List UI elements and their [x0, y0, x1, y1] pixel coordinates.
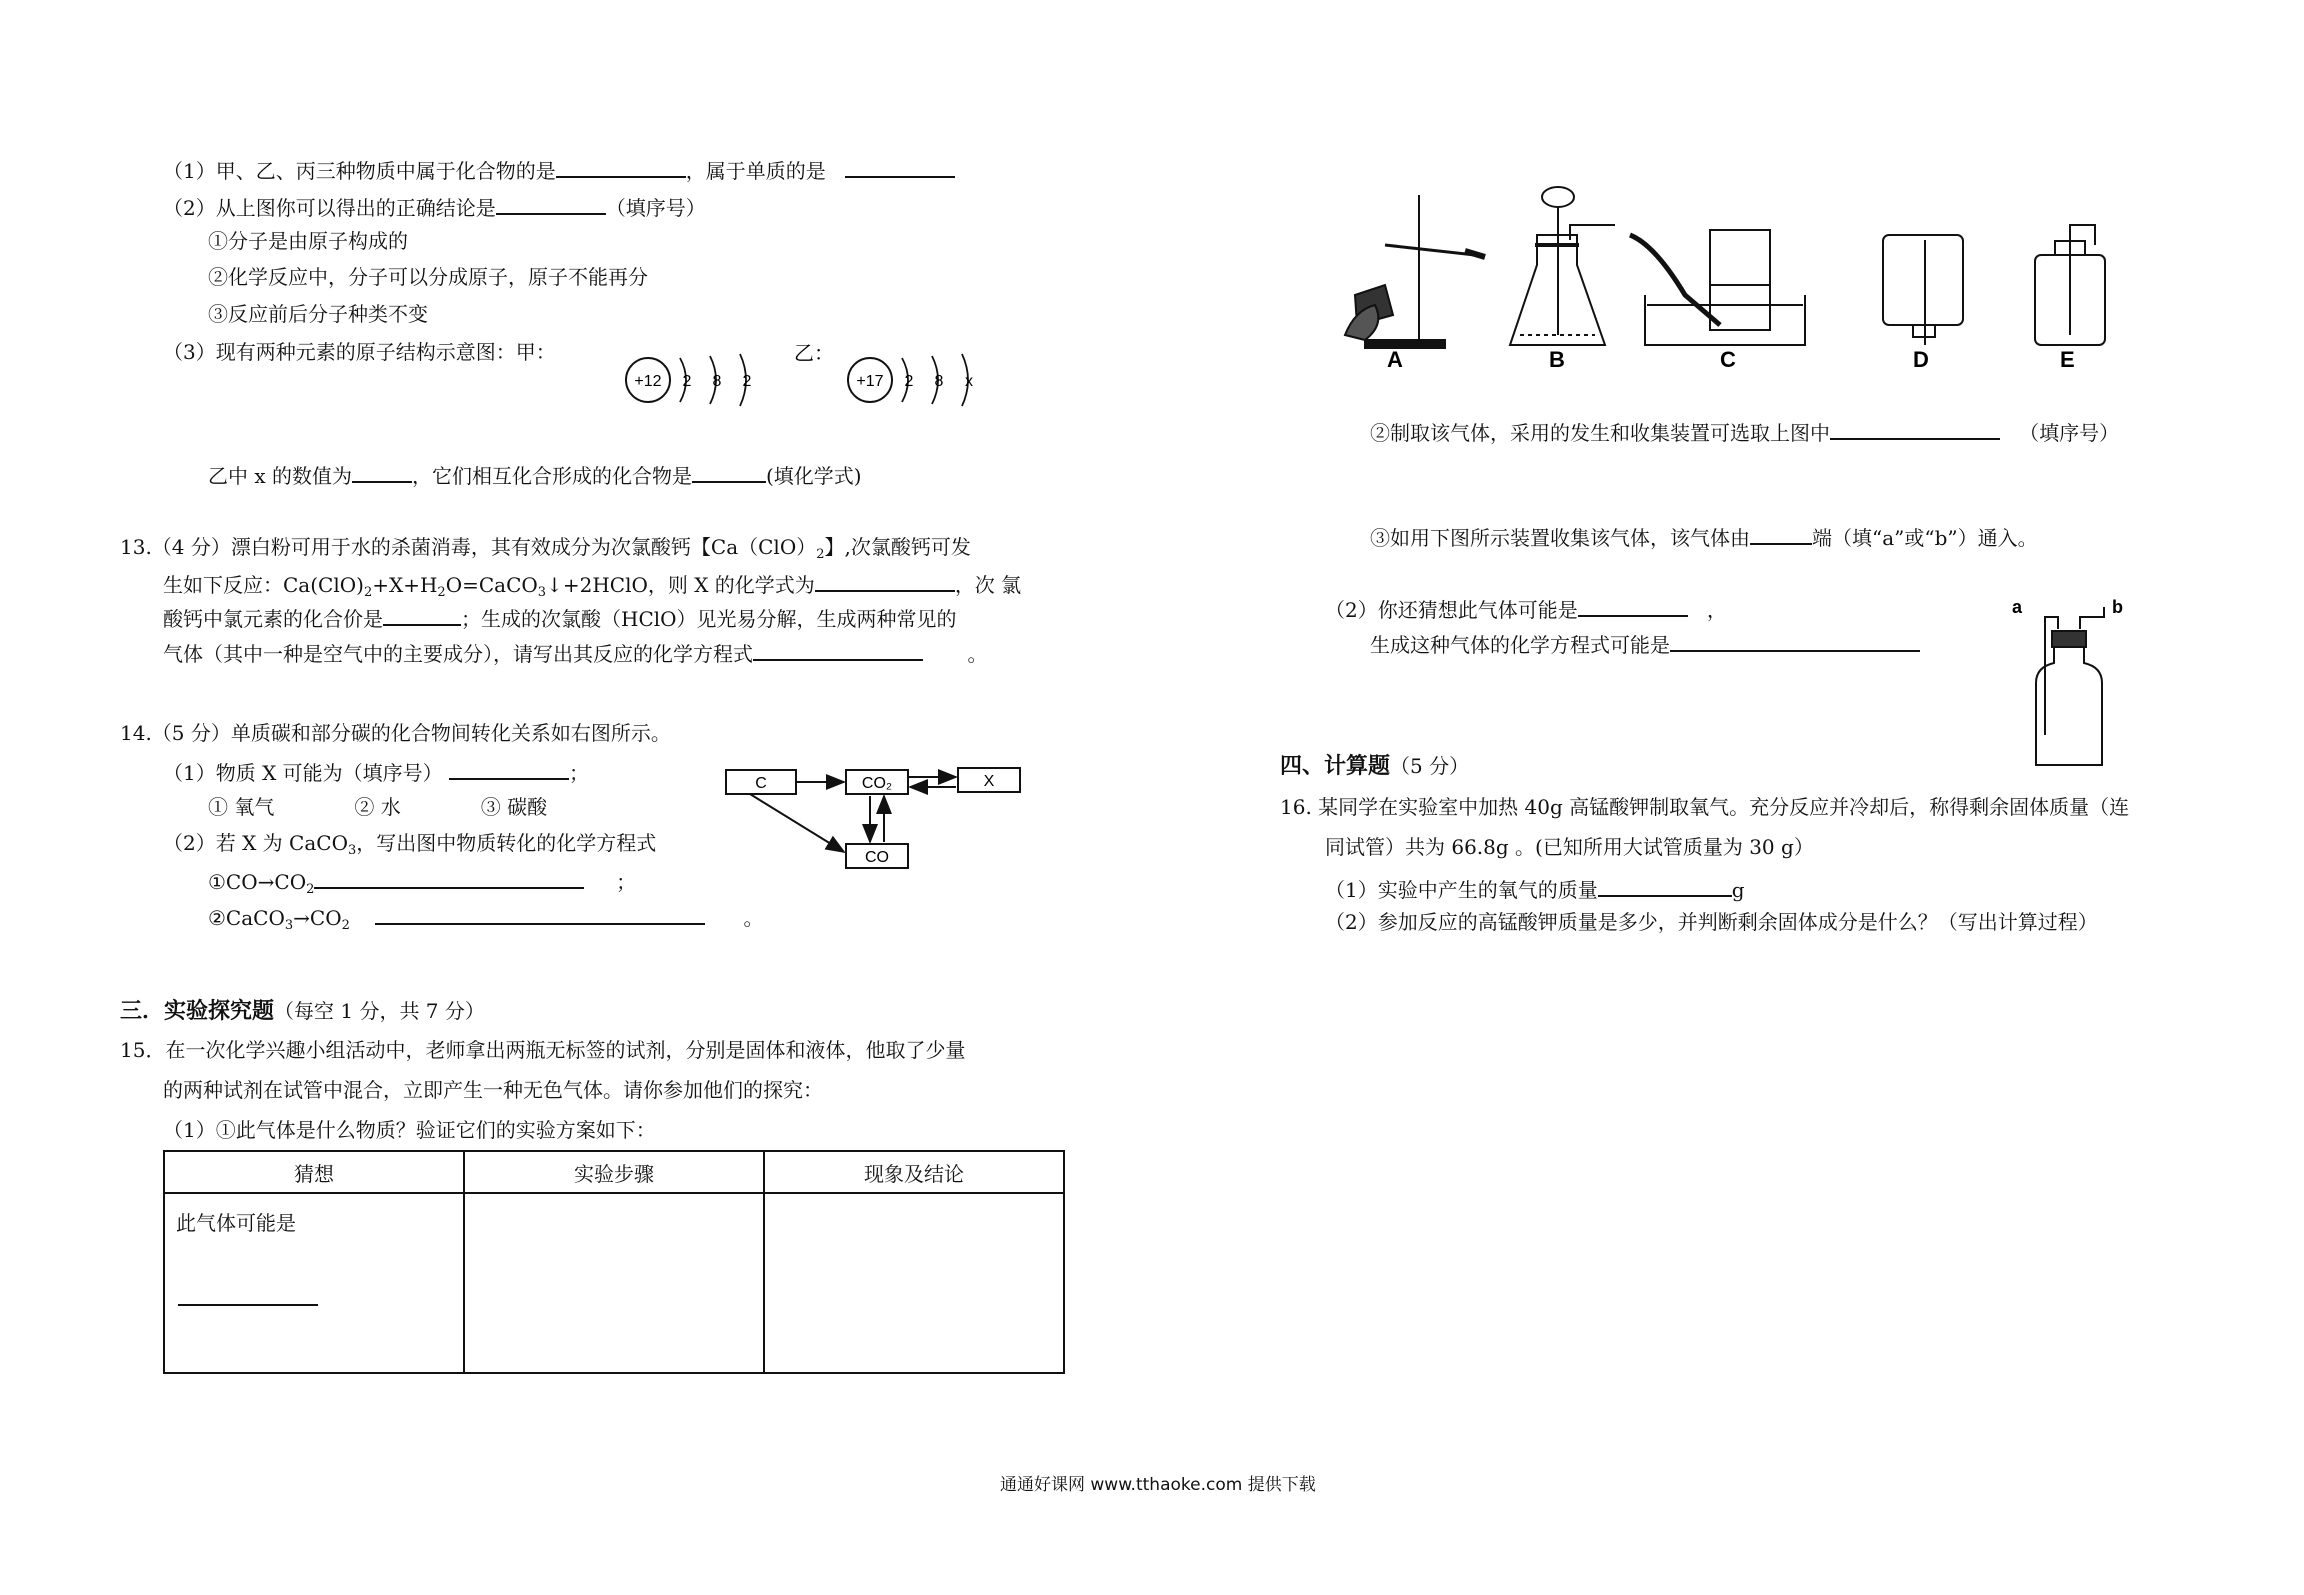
q12-option-2: ②化学反应中，分子可以分成原子，原子不能再分 — [208, 265, 648, 289]
section-3-title: 三．实验探究题（每空 1 分，共 7 分） — [120, 998, 485, 1024]
q14-options: ① 氧气 ② 水 ③ 碳酸 — [208, 795, 548, 819]
q12-x-value: 乙中 x 的数值为 ，它们相互化合形成的化合物是 (填化学式) — [208, 464, 862, 488]
answer-blank[interactable] — [383, 606, 461, 626]
end-b-label: b — [2112, 597, 2123, 617]
shell-electrons: 2 — [904, 373, 914, 390]
q14-part2: （2）若 X 为 CaCO$_3$，写出图中物质转化的化学方程式 — [163, 831, 657, 858]
q15-line-1: 15．在一次化学兴趣小组活动中，老师拿出两瓶无标签的试剂，分别是固体和液体，他取了少量 — [120, 1038, 966, 1062]
answer-blank[interactable] — [556, 158, 686, 178]
shell-electrons: 8 — [934, 373, 944, 390]
table-header: 猜想 — [164, 1151, 464, 1193]
atom-jia — [626, 354, 752, 406]
q14-part1: （1）物质 X 可能为（填序号） ； — [163, 761, 590, 785]
q14-equation-1: $①CO\to CO_2$ ； — [208, 870, 637, 897]
q12-part3: （3）现有两种元素的原子结构示意图：甲： — [163, 340, 556, 364]
q15-part-3: ③如用下图所示装置收集该气体，该气体由 端（填“a”或“b”）通入。 — [1370, 526, 2038, 550]
shell-electrons: x — [965, 373, 973, 390]
carbon-conversion-diagram — [720, 760, 1030, 880]
gas-collection-bottle — [2000, 595, 2130, 775]
answer-blank[interactable] — [496, 195, 606, 215]
answer-blank[interactable] — [178, 1304, 318, 1306]
section-4-title: 四、计算题（5 分） — [1280, 753, 1470, 779]
shell-electrons: 8 — [712, 373, 722, 390]
apparatus-b — [1510, 187, 1615, 345]
yi-label: 乙： — [794, 343, 834, 365]
label-c: C — [1720, 347, 1736, 372]
q16-line-2: 同试管）共为 66.8g 。(已知所用大试管质量为 30 g） — [1325, 835, 1814, 859]
label-b: B — [1549, 347, 1565, 372]
apparatus-d — [1883, 235, 1963, 345]
apparatus-c — [1630, 230, 1805, 345]
page-footer: 通通好课网 www.tthaoke.com 提供下载 — [1000, 1475, 1316, 1495]
atom-structure-diagrams — [612, 340, 992, 420]
q12-part1: （1）甲、乙、丙三种物质中属于化合物的是 ，属于单质的是 — [163, 158, 955, 181]
shell-electrons: 2 — [682, 373, 692, 390]
table-cell-guess[interactable] — [164, 1193, 464, 1373]
answer-blank[interactable] — [1670, 632, 1920, 652]
label-e: E — [2060, 347, 2075, 372]
q12-option-1: ①分子是由原子构成的 — [208, 229, 408, 253]
q13-line-2: 生如下反应：$Ca(ClO)_2+X+H_2O=CaCO_3↓+2HClO$，则 X 的化学式为 ，次 氯 — [163, 573, 1022, 600]
node-x-label: X — [983, 773, 995, 790]
node-co-label: CO — [865, 849, 889, 866]
label-d: D — [1913, 347, 1929, 372]
q15-line-2: 的两种试剂在试管中混合，立即产生一种无色气体。请你参加他们的探究： — [163, 1078, 823, 1102]
answer-blank[interactable] — [352, 463, 412, 483]
shell-electrons: 2 — [742, 373, 752, 390]
end-a-label: a — [2012, 597, 2023, 617]
q15-line-3: （1）①此气体是什么物质？验证它们的实验方案如下： — [163, 1118, 656, 1142]
q16-part-1: （1）实验中产生的氧气的质量 g — [1325, 878, 1745, 902]
nucleus-charge: +17 — [856, 373, 884, 390]
table-header: 实验步骤 — [464, 1151, 764, 1193]
answer-blank[interactable] — [314, 869, 584, 889]
node-c-label: C — [755, 775, 767, 792]
answer-blank[interactable] — [1830, 420, 2000, 440]
q12-part2: （2）从上图你可以得出的正确结论是 （填序号） — [163, 196, 706, 220]
q14-line-1: 14.（5 分）单质碳和部分碳的化合物间转化关系如右图所示。 — [120, 721, 671, 745]
answer-blank[interactable] — [1578, 597, 1688, 617]
cell-text: 此气体可能是 — [176, 1211, 296, 1235]
q15-b-line-2: 生成这种气体的化学方程式可能是 — [1370, 632, 1920, 655]
answer-blank[interactable] — [753, 641, 923, 661]
nucleus-charge: +12 — [634, 373, 662, 390]
answer-blank[interactable] — [1750, 525, 1812, 545]
q15-b-line-1: （2）你还猜想此气体可能是 ， — [1325, 598, 1727, 622]
q16-part-2: （2）参加反应的高锰酸钾质量是多少，并判断剩余固体成分是什么？（写出计算过程） — [1325, 910, 2098, 934]
apparatus-a — [1345, 195, 1485, 348]
answer-blank[interactable] — [692, 463, 766, 483]
apparatus-e — [2035, 225, 2105, 345]
q13-line-3: 酸钙中氯元素的化合价是 ；生成的次氯酸（HClO）见光易分解，生成两种常见的 — [163, 607, 957, 631]
q16-line-1: 16. 某同学在实验室中加热 40g 高锰酸钾制取氧气。充分反应并冷却后，称得剩余固体质量（连 — [1280, 795, 2130, 819]
answer-blank[interactable] — [1598, 877, 1732, 897]
table-cell-steps[interactable] — [464, 1193, 764, 1373]
atom-yi — [848, 354, 973, 406]
q13-line-4: 气体（其中一种是空气中的主要成分），请写出其反应的化学方程式 。 — [163, 642, 988, 666]
lab-apparatus-figure — [1325, 185, 2115, 375]
label-a: A — [1387, 347, 1403, 372]
experiment-plan-table — [163, 1150, 1065, 1374]
node-co2-label: CO₂ — [861, 775, 893, 792]
answer-blank[interactable] — [449, 760, 569, 780]
q12-option-3: ③反应前后分子种类不变 — [208, 302, 428, 326]
answer-blank[interactable] — [815, 572, 955, 592]
answer-blank[interactable] — [845, 158, 955, 178]
table-header: 现象及结论 — [764, 1151, 1064, 1193]
q15-part-2: ②制取该气体，采用的发生和收集装置可选取上图中 （填序号） — [1370, 421, 2120, 445]
table-cell-conclusion[interactable] — [764, 1193, 1064, 1373]
q13-line-1: 13.（4 分）漂白粉可用于水的杀菌消毒，其有效成分为次氯酸钙【$Ca(ClO)_2$】,次氯酸钙可发 — [120, 535, 971, 562]
answer-blank[interactable] — [375, 905, 705, 925]
q14-equation-2: $②CaCO_3\to CO_2$ 。 — [208, 906, 764, 933]
